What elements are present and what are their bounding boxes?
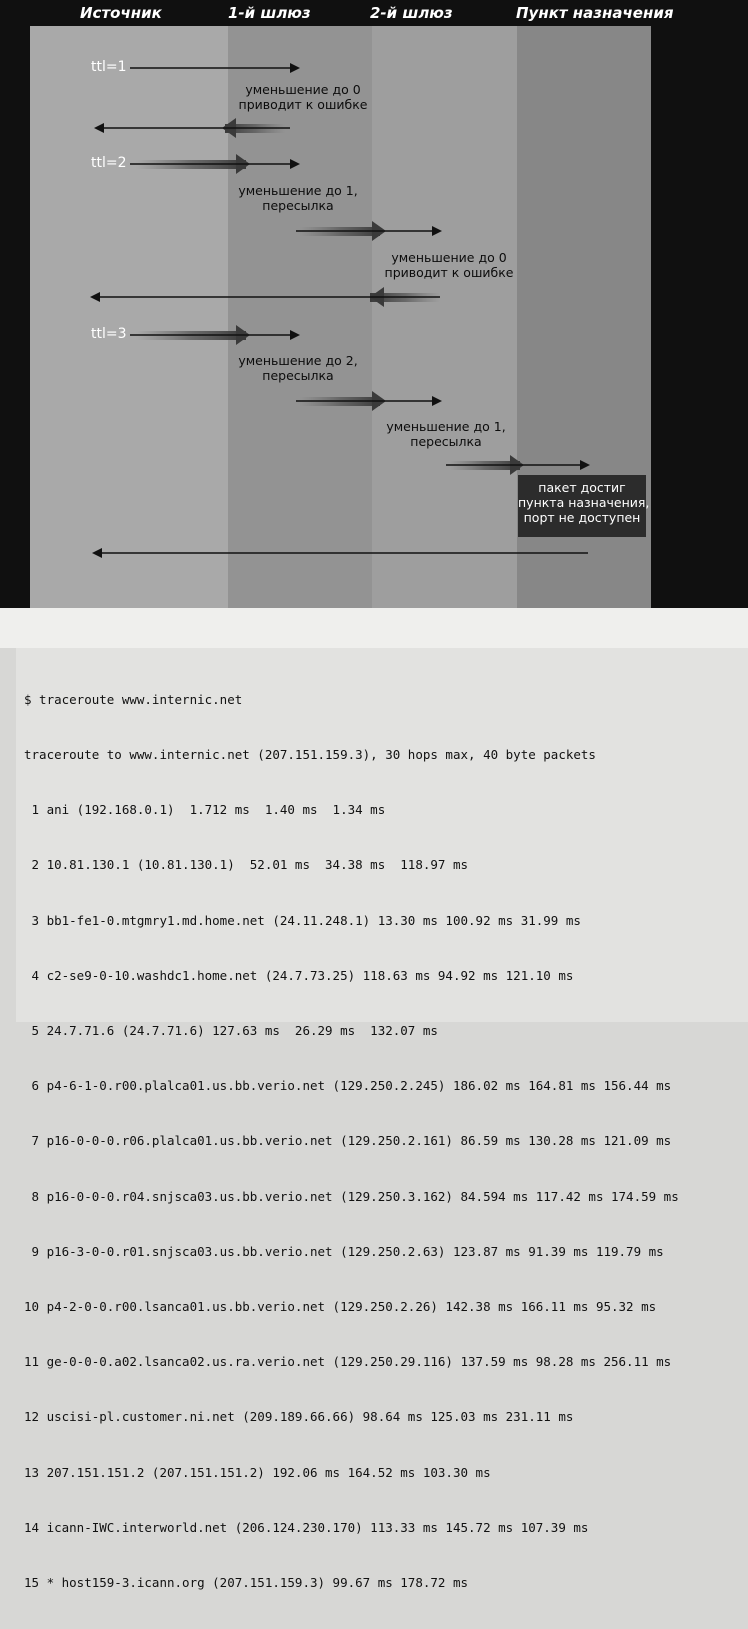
note-ttl2-gateway2 xyxy=(384,250,514,280)
terminal-line: traceroute to www.internic.net (207.151.159.3), 30 hops max, 40 byte packets xyxy=(24,747,596,763)
note-line: уменьшение до 0 xyxy=(391,250,507,265)
note-ttl3-gateway2 xyxy=(376,419,516,449)
terminal-hop-5: 5 24.7.71.6 (24.7.71.6) 127.63 ms 26.29 ms 132.07 ms xyxy=(24,1023,438,1039)
terminal-lines xyxy=(24,654,679,1629)
arrow-ttl3-forward-hop2 xyxy=(296,391,442,411)
note-line: уменьшение до 0 xyxy=(245,82,361,97)
terminal-hop-10: 10 p4-2-0-0.r00.lsanca01.us.bb.verio.net (129.250.2.26) 142.38 ms 166.11 ms 95.32 ms xyxy=(24,1299,657,1315)
arrow-ttl2-forward-hop2 xyxy=(296,221,442,241)
terminal-hop-14: 14 icann-IWC.interworld.net (206.124.230.170) 113.33 ms 145.72 ms 107.39 ms xyxy=(24,1519,589,1535)
terminal-hop-3: 3 bb1-fe1-0.mtgmry1.md.home.net (24.11.248.1) 13.30 ms 100.92 ms 31.99 ms xyxy=(24,912,581,928)
terminal-hop-1: 1 ani (192.168.0.1) 1.712 ms 1.40 ms 1.34 ms xyxy=(24,802,386,818)
note-ttl1-gateway1 xyxy=(238,82,368,112)
note-line: уменьшение до 1, xyxy=(386,419,506,434)
arrow-ttl1-forward xyxy=(130,63,300,73)
traceroute-diagram xyxy=(0,0,748,608)
arrow-ttl3-return xyxy=(92,548,588,558)
traceroute-terminal-output xyxy=(16,648,748,1591)
note-line: уменьшение до 1, xyxy=(238,183,358,198)
header-gateway1: 1-й шлюз xyxy=(228,4,311,22)
header-gateway2: 2-й шлюз xyxy=(370,4,453,22)
note-line: приводит к ошибке xyxy=(384,265,514,280)
terminal-hop-8: 8 p16-0-0-0.r04.snjsca03.us.bb.verio.net (129.250.3.162) 84.594 ms 117.42 ms 174.59 ms xyxy=(24,1188,679,1204)
note-line: пакет достиг xyxy=(538,480,626,495)
note-ttl3-gateway1 xyxy=(228,353,368,383)
terminal-hop-2: 2 10.81.130.1 (10.81.130.1) 52.01 ms 34.38 ms 118.97 ms xyxy=(24,857,469,873)
terminal-hop-15: 15 * host159-3.icann.org (207.151.159.3) 99.67 ms 178.72 ms xyxy=(24,1575,469,1591)
note-destination xyxy=(518,480,650,525)
page-gap xyxy=(0,608,748,648)
terminal-hop-7: 7 p16-0-0-0.r06.plalca01.us.bb.verio.net (129.250.2.161) 86.59 ms 130.28 ms 121.09 ms xyxy=(24,1133,672,1149)
terminal-hop-6: 6 p4-6-1-0.r00.plalca01.us.bb.verio.net (129.250.2.245) 186.02 ms 164.81 ms 156.44 ms xyxy=(24,1078,672,1094)
note-line: пункта назначения, xyxy=(518,495,650,510)
terminal-hop-9: 9 p16-3-0-0.r01.snjsca03.us.bb.verio.net (129.250.2.63) 123.87 ms 91.39 ms 119.79 ms xyxy=(24,1243,664,1259)
header-source: Источник xyxy=(80,4,162,22)
ttl-label-1: ttl=1 xyxy=(91,59,127,75)
terminal-hop-11: 11 ge-0-0-0.a02.lsanca02.us.ra.verio.net (129.250.29.116) 137.59 ms 98.28 ms 256.11 ms xyxy=(24,1354,672,1370)
arrow-ttl2-forward xyxy=(130,154,300,174)
ttl-label-3: ttl=3 xyxy=(91,326,127,342)
note-line: приводит к ошибке xyxy=(238,97,368,112)
note-line: пересылка xyxy=(262,368,334,383)
terminal-hop-13: 13 207.151.151.2 (207.151.151.2) 192.06 ms 164.52 ms 103.30 ms xyxy=(24,1464,491,1480)
note-line: пересылка xyxy=(262,198,334,213)
ttl-label-2: ttl=2 xyxy=(91,155,127,171)
terminal-command: $ traceroute www.internic.net xyxy=(24,691,243,707)
arrow-ttl3-forward xyxy=(130,325,300,345)
note-line: пересылка xyxy=(410,434,482,449)
terminal-hop-4: 4 c2-se9-0-10.washdc1.home.net (24.7.73.25) 118.63 ms 94.92 ms 121.10 ms xyxy=(24,967,574,983)
terminal-hop-12: 12 uscisi-pl.customer.ni.net (209.189.66.66) 98.64 ms 125.03 ms 231.11 ms xyxy=(24,1409,574,1425)
note-line: уменьшение до 2, xyxy=(238,353,358,368)
arrow-ttl3-forward-hop3 xyxy=(446,455,590,475)
header-destination: Пункт назначения xyxy=(516,4,674,22)
note-ttl2-gateway1 xyxy=(228,183,368,213)
note-line: порт не доступен xyxy=(523,510,641,525)
